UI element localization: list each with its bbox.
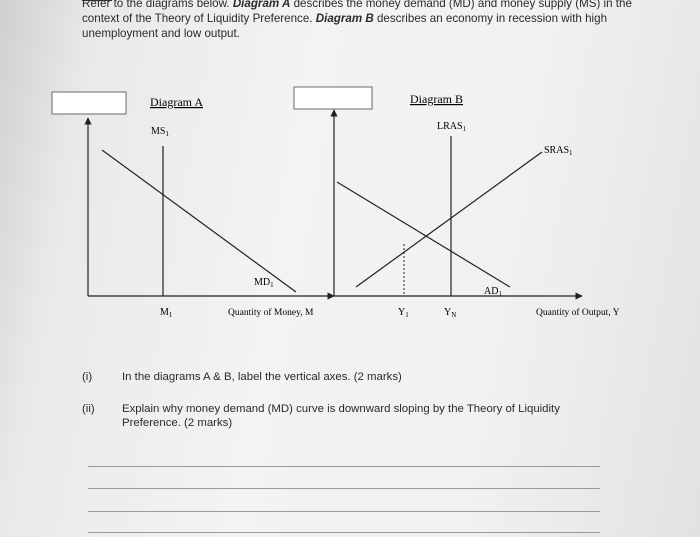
sras-curve: [356, 152, 542, 287]
ad-label: $AD_1$: [484, 286, 502, 298]
diagram-b-x-axis-label: Quantity of Output, Y: [536, 308, 620, 318]
ad-curve: [337, 182, 510, 287]
intro-text-1: Refer to the diagrams below.: [82, 0, 233, 10]
answer-line-3[interactable]: [88, 511, 600, 512]
diagram-b-title: Diagram B: [410, 92, 463, 106]
yn-label: $Y_N$: [444, 307, 457, 319]
md-curve: [102, 150, 296, 292]
diagram-b-axis-label-box[interactable]: [294, 87, 372, 109]
sras-label: $SRAS_1$: [544, 145, 573, 157]
answer-line-4[interactable]: [88, 532, 600, 533]
diagram-a-x-axis-label: Quantity of Money, M: [228, 308, 314, 318]
ms-label: $MS_1$: [151, 126, 169, 138]
question-1-text: In the diagrams A & B, label the vertical axes. (2 marks): [122, 371, 402, 383]
lras-label: $LRAS_1$: [437, 121, 467, 133]
answer-line-2[interactable]: [88, 488, 600, 489]
intro-diagram-a: Diagram A: [232, 0, 291, 10]
question-2-number: (ii): [82, 403, 95, 415]
intro-diagram-b: Diagram B: [315, 12, 374, 25]
md-label: $MD_1$: [254, 277, 274, 289]
question-2-text: Explain why money demand (MD) curve is downward sloping by the Theory of Liquidity Preference. (2 marks): [122, 403, 560, 429]
intro-text-3: describes an economy in recession with high unemployment and low output.: [82, 12, 608, 40]
y1-label: $Y_1$: [398, 307, 409, 319]
diagram-a-axis-label-box[interactable]: [52, 92, 126, 114]
answer-line-1[interactable]: [88, 466, 600, 467]
m1-label: $M_1$: [160, 307, 173, 319]
question-1-number: (i): [82, 371, 93, 383]
intro-text-2: describes the money demand (MD) and money supply (MS) in the context of the Theory of Liquidity Preference.: [82, 0, 632, 25]
diagram-a-title: Diagram A: [150, 95, 203, 109]
